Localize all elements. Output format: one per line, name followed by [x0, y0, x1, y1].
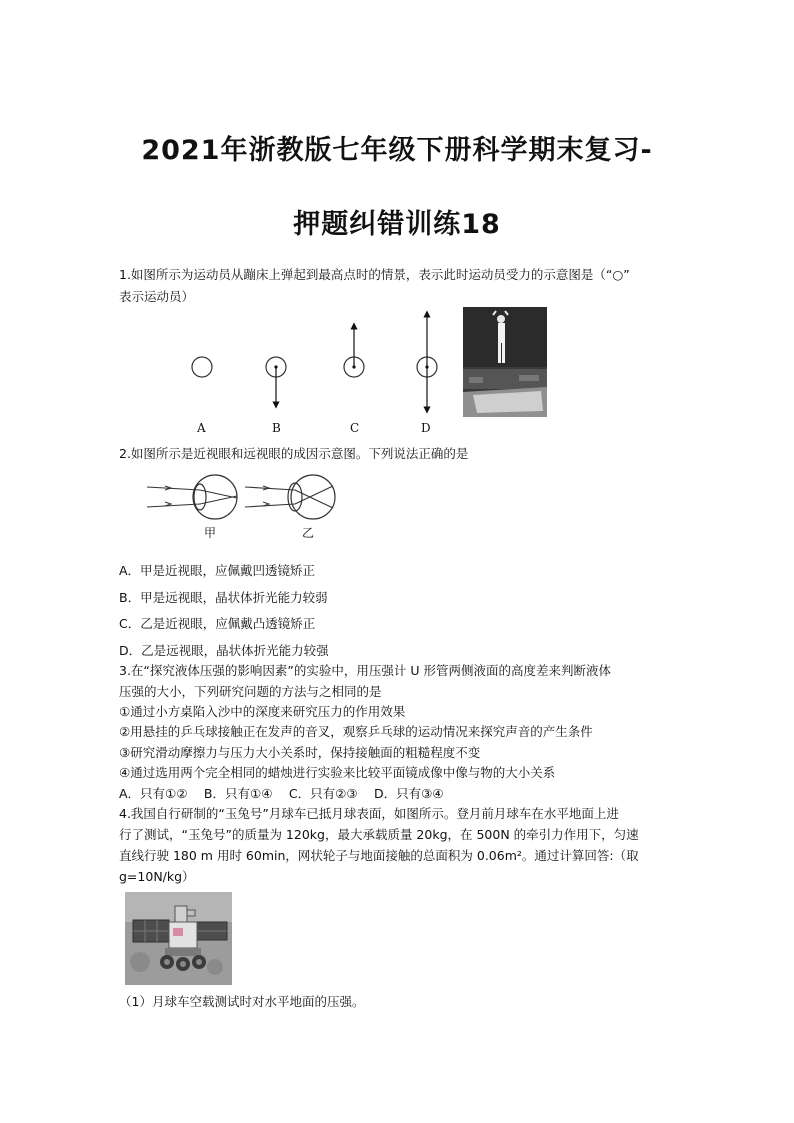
diagram-d — [417, 314, 437, 410]
q1-label-c: C — [350, 421, 360, 435]
q3-item-2: ②用悬挂的乒乓球接触正在发声的音叉，观察乒乓球的运动情况来探究声音的产生条件 — [119, 724, 593, 739]
eye-diagram-jia — [147, 475, 237, 519]
q1-text-line1: 1.如图所示为运动员从蹦床上弹起到最高点时的情景，表示此时运动员受力的示意图是（“○” — [119, 267, 630, 282]
q2-fig-label-yi: 乙 — [302, 526, 315, 540]
eye-diagram-yi — [245, 475, 335, 519]
q2-option-d: D．乙是远视眼，晶状体折光能力较强 — [119, 643, 329, 658]
trampoline-photo — [463, 307, 547, 417]
q1-text-line2: 表示运动员） — [119, 289, 195, 304]
page-title-line1: 2021年浙教版七年级下册科学期末复习- — [141, 135, 653, 166]
diagram-a — [192, 357, 212, 377]
q4-sub-question-1: （1）月球车空载测试时对水平地面的压强。 — [119, 994, 365, 1009]
diagram-c — [344, 326, 364, 377]
q4-line-2: 行了测试，“玉兔号”的质量为 120kg，最大承载质量 20kg，在 500N 的牵引力作用下，匀速 — [119, 827, 639, 842]
q4-line-3: 直线行驶 180 m 用时 60min，网状轮子与地面接触的总面积为 0.06m²。通过计算回答:（取 — [119, 848, 639, 863]
q2-option-c: C．乙是近视眼，应佩戴凸透镜矫正 — [119, 616, 316, 631]
eye-diagrams — [145, 470, 365, 530]
q3-line-2: 压强的大小，下列研究问题的方法与之相同的是 — [119, 684, 382, 699]
q2-option-b: B．甲是远视眼，晶状体折光能力较弱 — [119, 590, 328, 605]
diagram-b — [266, 357, 286, 405]
lunar-rover-photo — [125, 892, 232, 985]
force-diagrams — [180, 300, 460, 420]
q2-option-a: A．甲是近视眼，应佩戴凹透镜矫正 — [119, 563, 316, 578]
q3-choices: A．只有①② B．只有①④ C．只有②③ D．只有③④ — [119, 786, 444, 801]
q1-label-b: B — [272, 421, 281, 435]
q3-item-3: ③研究滑动摩擦力与压力大小关系时，保持接触面的粗糙程度不变 — [119, 745, 481, 760]
q4-line-4: g=10N/kg） — [119, 869, 195, 884]
q3-line-1: 3.在“探究液体压强的影响因素”的实验中，用压强计 U 形管两侧液面的高度差来判断液体 — [119, 663, 611, 678]
page-title-line2: 押题纠错训练18 — [293, 209, 501, 240]
q3-item-4: ④通过选用两个完全相同的蜡烛进行实验来比较平面镜成像中像与物的大小关系 — [119, 765, 556, 780]
q2-fig-label-jia: 甲 — [204, 526, 217, 540]
q3-item-1: ①通过小方桌陷入沙中的深度来研究压力的作用效果 — [119, 704, 406, 719]
q2-text: 2.如图所示是近视眼和远视眼的成因示意图。下列说法正确的是 — [119, 446, 469, 461]
q1-label-a: A — [197, 421, 206, 435]
q4-line-1: 4.我国自行研制的“玉兔号”月球车已抵月球表面，如图所示。登月前月球车在水平地面上进 — [119, 806, 619, 821]
q1-label-d: D — [421, 421, 431, 435]
